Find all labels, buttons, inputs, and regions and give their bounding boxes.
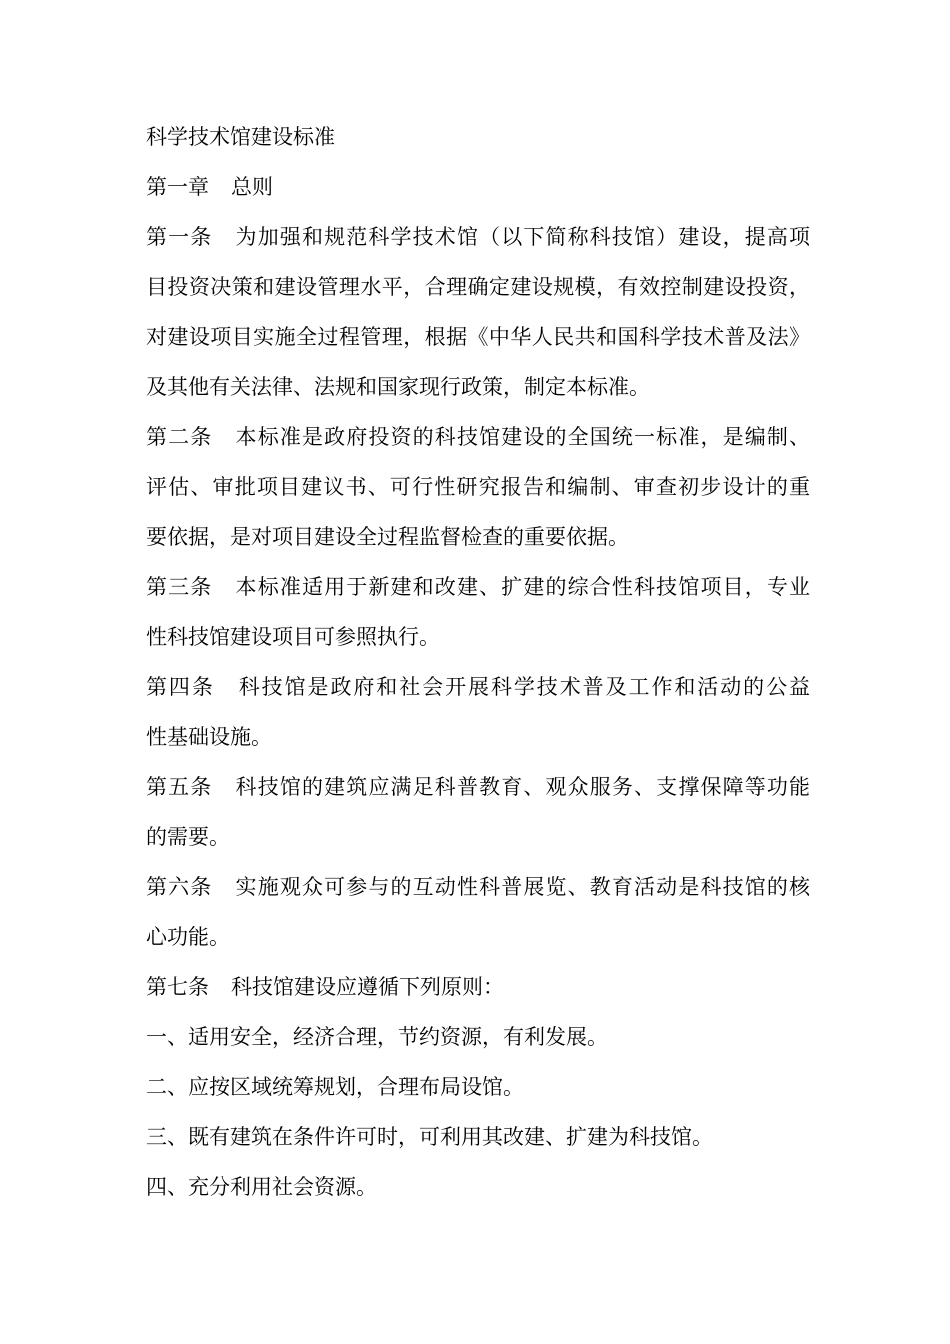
chapter-name: 总则 — [231, 175, 273, 199]
article-4-line-1: 第四条 科技馆是政府和社会开展科学技术普及工作和活动的公益 — [146, 675, 811, 699]
article-7-line-1: 第七条 科技馆建设应遵循下列原则： — [146, 975, 504, 999]
article-2-line-2: 评估、审批项目建议书、可行性研究报告和编制、审查初步设计的重 — [146, 475, 810, 499]
article-2-line-3: 要依据，是对项目建设全过程监督检查的重要依据。 — [146, 525, 629, 549]
document-body — [146, 112, 810, 1212]
chapter-number: 第一章 — [146, 175, 209, 199]
chapter-heading — [146, 162, 810, 212]
article-6-line-1: 第六条 实施观众可参与的互动性科普展览、教育活动是科技馆的核 — [146, 875, 811, 899]
principle-item: 三、既有建筑在条件许可时，可利用其改建、扩建为科技馆。 — [146, 1125, 713, 1149]
article-number: 第四条 — [146, 675, 215, 699]
article-5-line-2: 的需要。 — [146, 825, 230, 849]
article-3-line-2: 性科技馆建设项目可参照执行。 — [146, 625, 440, 649]
article-2-line-1: 第二条 本标准是政府投资的科技馆建设的全国统一标准，是编制、 — [146, 425, 811, 449]
article-3-line-1: 第三条 本标准适用于新建和改建、扩建的综合性科技馆项目，专业 — [146, 575, 811, 599]
article-number: 第一条 — [146, 225, 213, 249]
principle-item: 一、适用安全，经济合理，节约资源，有利发展。 — [146, 1025, 608, 1049]
article-number: 第三条 — [146, 575, 213, 599]
article-6-line-2: 心功能。 — [146, 925, 230, 949]
article-number: 第七条 — [146, 975, 209, 999]
document-title: 科学技术馆建设标准 — [146, 125, 335, 149]
article-1-line-4: 及其他有关法律、法规和国家现行政策，制定本标准。 — [146, 375, 650, 399]
article-1-line-2: 目投资决策和建设管理水平，合理确定建设规模，有效控制建设投资， — [146, 275, 810, 299]
article-number: 第五条 — [146, 775, 213, 799]
article-5-line-1: 第五条 科技馆的建筑应满足科普教育、观众服务、支撑保障等功能 — [146, 775, 811, 799]
article-number: 第二条 — [146, 425, 213, 449]
article-4-line-2: 性基础设施。 — [146, 725, 272, 749]
principle-item: 二、应按区域统筹规划，合理布局设馆。 — [146, 1075, 524, 1099]
principle-item: 四、充分利用社会资源。 — [146, 1175, 377, 1199]
article-number: 第六条 — [146, 875, 213, 899]
article-1-line-3: 对建设项目实施全过程管理，根据《中华人民共和国科学技术普及法》 — [146, 325, 810, 349]
article-1-line-1: 第一条 为加强和规范科学技术馆（以下简称科技馆）建设，提高项 — [146, 225, 811, 249]
